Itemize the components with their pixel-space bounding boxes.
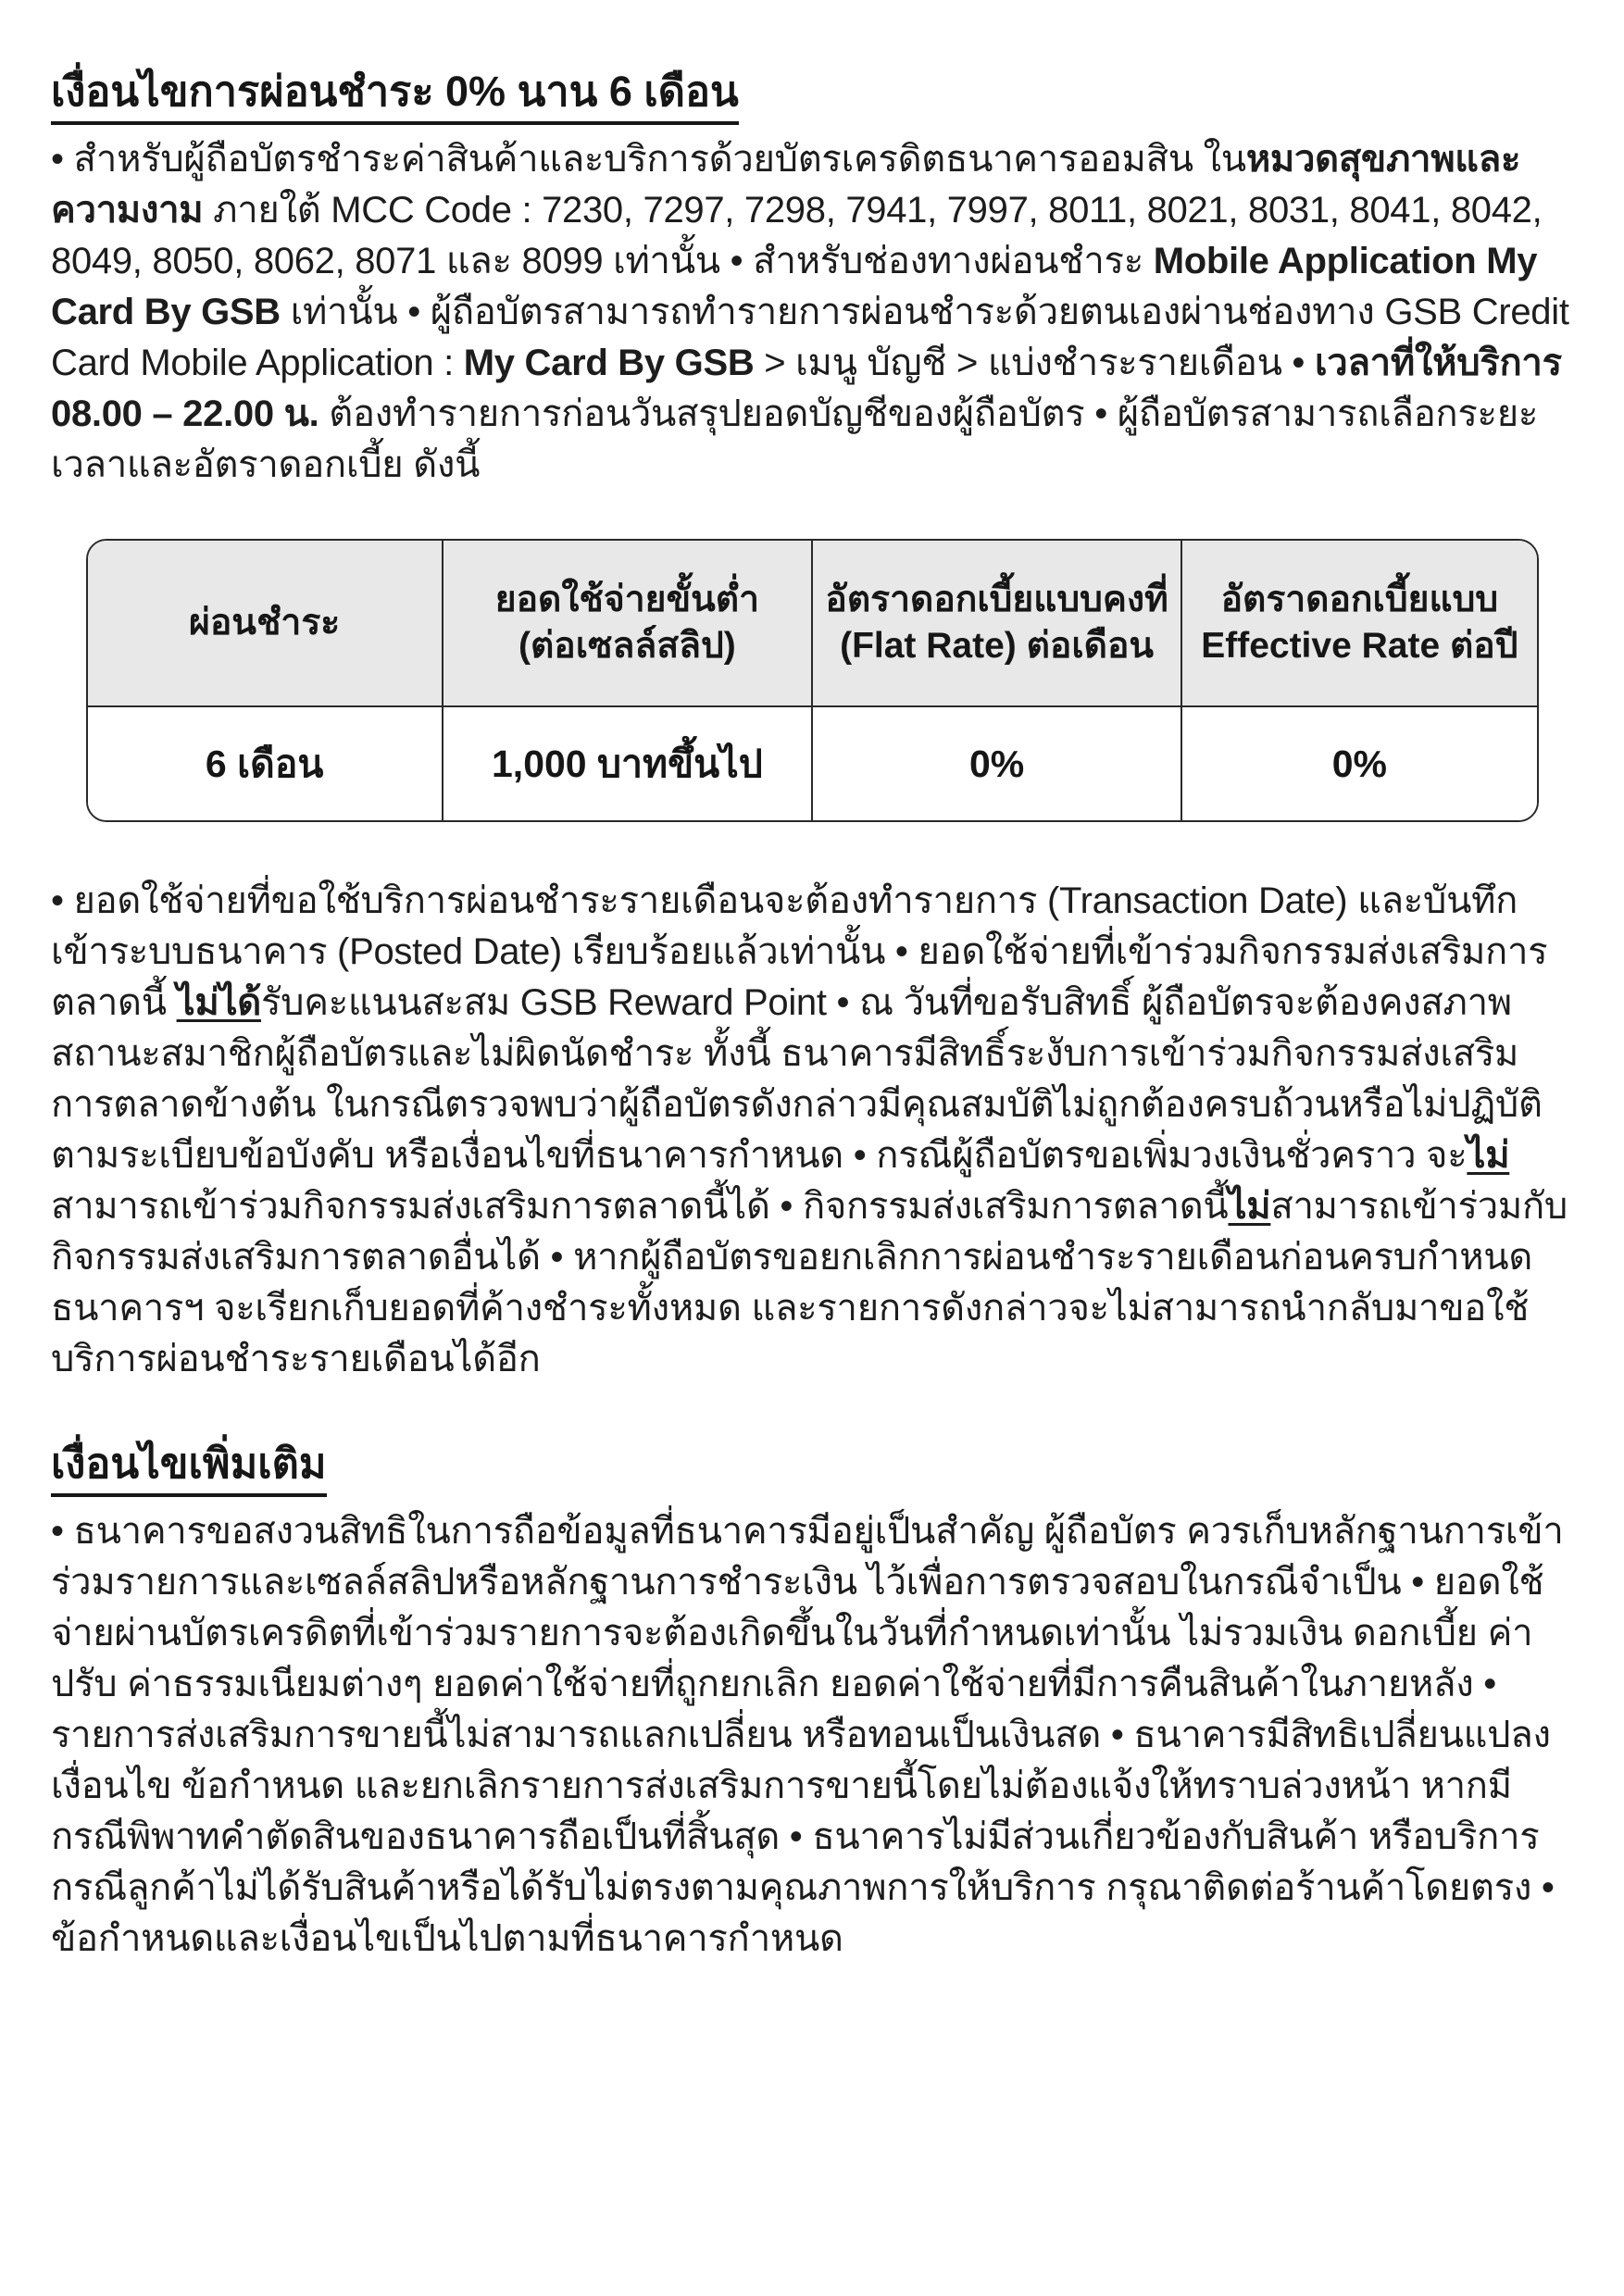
installment-terms-paragraph — [51, 134, 1573, 491]
cell-effective-rate: 0% — [1181, 706, 1536, 820]
installment-terms-heading-text: เงื่อนไขการผ่อนชำระ 0% นาน 6 เดือน — [51, 65, 739, 125]
text-segment: ไม่ — [1228, 1186, 1271, 1227]
rate-table — [88, 541, 1537, 820]
text-segment: Mobile Application My Card By GSB — [51, 241, 1538, 332]
table-row — [88, 706, 1537, 820]
additional-conditions-paragraph — [51, 1506, 1573, 1965]
col-header-min-spend: ยอดใช้จ่ายขั้นต่ำ (ต่อเซลล์สลิป) — [443, 541, 812, 706]
spacer — [51, 822, 1573, 876]
rate-table-body — [88, 706, 1537, 820]
rate-table-header-row — [88, 541, 1537, 706]
text-segment: รับคะแนนสะสม GSB Reward Point • ณ วันที่ขอรับสิทธิ์ ผู้ถือบัตรจะต้องคงสภาพสถานะสมาชิกผู้ถือบัตรและไม่ผิดนัดชำระ ทั้งนี้ ธนาคารมีสิทธิ์ระงับการเข้าร่วมกิจกรรมส่งเสริมการตลาดข้างต้น ในกรณีตรวจพบว่าผู้ถือบัตรดังกล่าวมีคุณสมบัติไม่ถูกต้องครบถ้วนหรือไม่ปฏิบัติตามระเบียบข้อบังคับ หรือเงื่อนไขที่ธนาคารกำหนด • กรณีผู้ถือบัตรขอเพิ่มวงเงินชั่วคราว จะ — [51, 982, 1543, 1176]
text-segment: My Card By GSB — [463, 343, 755, 383]
col-header-effective-rate: อัตราดอกเบี้ยแบบ Effective Rate ต่อปี — [1181, 541, 1536, 706]
text-segment: สามารถเข้าร่วมกิจกรรมส่งเสริมการตลาดนี้ได้ • กิจกรรมส่งเสริมการตลาดนี้ — [51, 1186, 1229, 1227]
text-segment: • ยอดใช้จ่ายที่ขอใช้บริการผ่อนชำระรายเดือนจะต้องทำรายการ (Transaction Date) และบันทึกเข้าระบบธนาคาร (Posted Date) เรียบร้อยแล้วเท่านั้น • ยอดใช้จ่ายที่เข้าร่วมกิจกรรมส่งเสริมการตลาดนี้ — [51, 880, 1548, 1023]
spacer — [51, 491, 1573, 539]
rate-table-head — [88, 541, 1537, 706]
additional-conditions-heading-text: เงื่อนไขเพิ่มเติม — [51, 1437, 327, 1497]
text-segment: ต้องทำรายการก่อนวันสรุปยอดบัญชีของผู้ถือบัตร • ผู้ถือบัตรสามารถเลือกระยะเวลาและอัตราดอกเบี้ย ดังนี้ — [51, 393, 1539, 485]
installment-rate-table — [86, 539, 1539, 822]
col-header-flat-rate: อัตราดอกเบี้ยแบบคงที่ (Flat Rate) ต่อเดือน — [812, 541, 1181, 706]
conditions-paragraph — [51, 876, 1573, 1385]
text-segment: ไม่ได้ — [176, 982, 261, 1023]
text-segment: สามารถเข้าร่วมกับกิจกรรมส่งเสริมการตลาดอื่นได้ • หากผู้ถือบัตรขอยกเลิกการผ่อนชำระรายเดือนก่อนครบกำหนด ธนาคารฯ จะเรียกเก็บยอดที่ค้างชำระทั้งหมด และรายการดังกล่าวจะไม่สามารถนำกลับมาขอใช้บริการผ่อนชำระรายเดือนได้อีก — [51, 1186, 1568, 1379]
cell-min-spend: 1,000 บาทขึ้นไป — [443, 706, 812, 820]
cell-installment-period: 6 เดือน — [88, 706, 443, 820]
col-header-installment: ผ่อนชำระ — [88, 541, 443, 706]
text-segment: • ธนาคารขอสงวนสิทธิในการถือข้อมูลที่ธนาคารมีอยู่เป็นสำคัญ ผู้ถือบัตร ควรเก็บหลักฐานการเข้าร่วมรายการและเซลล์สลิปหรือหลักฐานการชำระเงิน ไว้เพื่อการตรวจสอบในกรณีจำเป็น • ยอดใช้จ่ายผ่านบัตรเครดิตที่เข้าร่วมรายการจะต้องเกิดขึ้นในวันที่กำหนดเท่านั้น ไม่รวมเงิน ดอกเบี้ย ค่าปรับ ค่าธรรมเนียมต่างๆ ยอดค่าใช้จ่ายที่ถูกยกเลิก ยอดค่าใช้จ่ายที่มีการคืนสินค้าในภายหลัง • รายการส่งเสริมการขายนี้ไม่สามารถแลกเปลี่ยน หรือทอนเป็นเงินสด • ธนาคารมีสิทธิเปลี่ยนแปลงเงื่อนไข ข้อกำหนด และยกเลิกรายการส่งเสริมการขายนี้โดยไม่ต้องแจ้งให้ทราบล่วงหน้า หากมีกรณีพิพาทคำตัดสินของธนาคารถือเป็นที่สิ้นสุด • ธนาคารไม่มีส่วนเกี่ยวข้องกับสินค้า หรือบริการ กรณีลูกค้าไม่ได้รับสินค้าหรือได้รับไม่ตรงตามคุณภาพการให้บริการ กรุณาติดต่อร้านค้าโดยตรง • ข้อกำหนดและเงื่อนไขเป็นไปตามที่ธนาคารกำหนด — [51, 1511, 1564, 1959]
text-segment: ภายใต้ MCC Code : 7230, 7297, 7298, 7941, 7997, 8011, 8021, 8031, 8041, 8042, 8049, 8050, 8062, 8071 และ 8099 เท่านั้น • สำหรับช่องทางผ่อนชำระ — [51, 190, 1543, 281]
installment-terms-heading — [51, 65, 1573, 125]
text-segment: เวลาที่ให้บริการ 08.00 – 22.00 น. — [51, 343, 1562, 434]
text-segment: หมวดสุขภาพและความงาม — [51, 139, 1521, 231]
text-segment: ไม่ — [1467, 1135, 1510, 1176]
text-segment: • สำหรับผู้ถือบัตรชำระค่าสินค้าและบริการด้วยบัตรเครดิตธนาคารออมสิน ใน — [51, 139, 1246, 180]
text-segment: เท่านั้น • ผู้ถือบัตรสามารถทำรายการผ่อนชำระด้วยตนเองผ่านช่องทาง GSB Credit Card Mobile Application : — [51, 292, 1569, 383]
cell-flat-rate: 0% — [812, 706, 1181, 820]
additional-conditions-heading — [51, 1437, 1573, 1497]
spacer — [51, 1385, 1573, 1437]
text-segment: > เมนู บัญชี > แบ่งชำระรายเดือน • — [754, 343, 1315, 383]
